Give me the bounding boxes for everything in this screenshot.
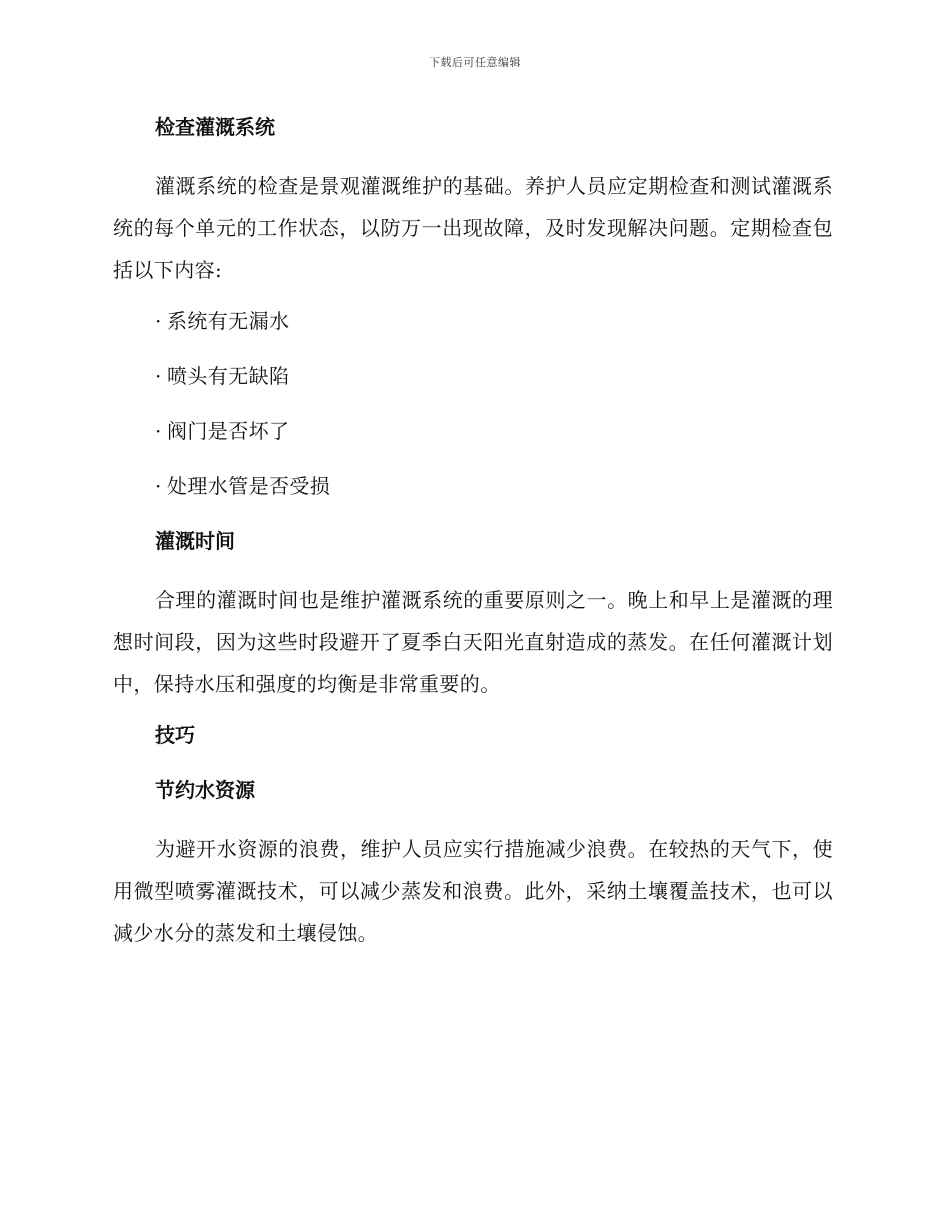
bullet-item (113, 469, 833, 503)
section-heading-tips: 技巧 (155, 723, 195, 747)
document-body (113, 110, 833, 967)
bullet-text: 处理水管是否受损 (167, 474, 331, 498)
section-heading-water: 节约水资源 (155, 778, 255, 802)
bullet-item (113, 304, 833, 338)
section-heading-timing: 灌溉时间 (155, 529, 235, 553)
paragraph-timing: 合理的灌溉时间也是维护灌溉系统的重要原则之一。晚上和早上是灌溉的理想时间段，因为这些时段避开了夏季白天阳光直射造成的蒸发。在任何灌溉计划中，保持水压和强度的均衡是非常重要的。 (113, 588, 833, 696)
bullet-item (113, 359, 833, 393)
bullet-text: 阀门是否坏了 (167, 419, 290, 443)
bullet-marker: · (155, 309, 162, 333)
bullet-marker: · (155, 474, 162, 498)
bullet-text: 系统有无漏水 (167, 309, 290, 333)
bullet-text: 喷头有无缺陷 (167, 364, 290, 388)
paragraph-inspect: 灌溉系统的检查是景观灌溉维护的基础。养护人员应定期检查和测试灌溉系统的每个单元的工作状态，以防万一出现故障，及时发现解决问题。定期检查包括以下内容: (113, 174, 833, 282)
paragraph-water: 为避开水资源的浪费，维护人员应实行措施减少浪费。在较热的天气下，使用微型喷雾灌溉技术，可以减少蒸发和浪费。此外，采纳土壤覆盖技术，也可以减少水分的蒸发和土壤侵蚀。 (113, 837, 833, 945)
bullet-marker: · (155, 419, 162, 443)
header-note: 下载后可任意编辑 (429, 56, 521, 69)
section-heading-inspect: 检查灌溉系统 (155, 115, 275, 139)
bullet-marker: · (155, 364, 162, 388)
bullet-item (113, 414, 833, 448)
